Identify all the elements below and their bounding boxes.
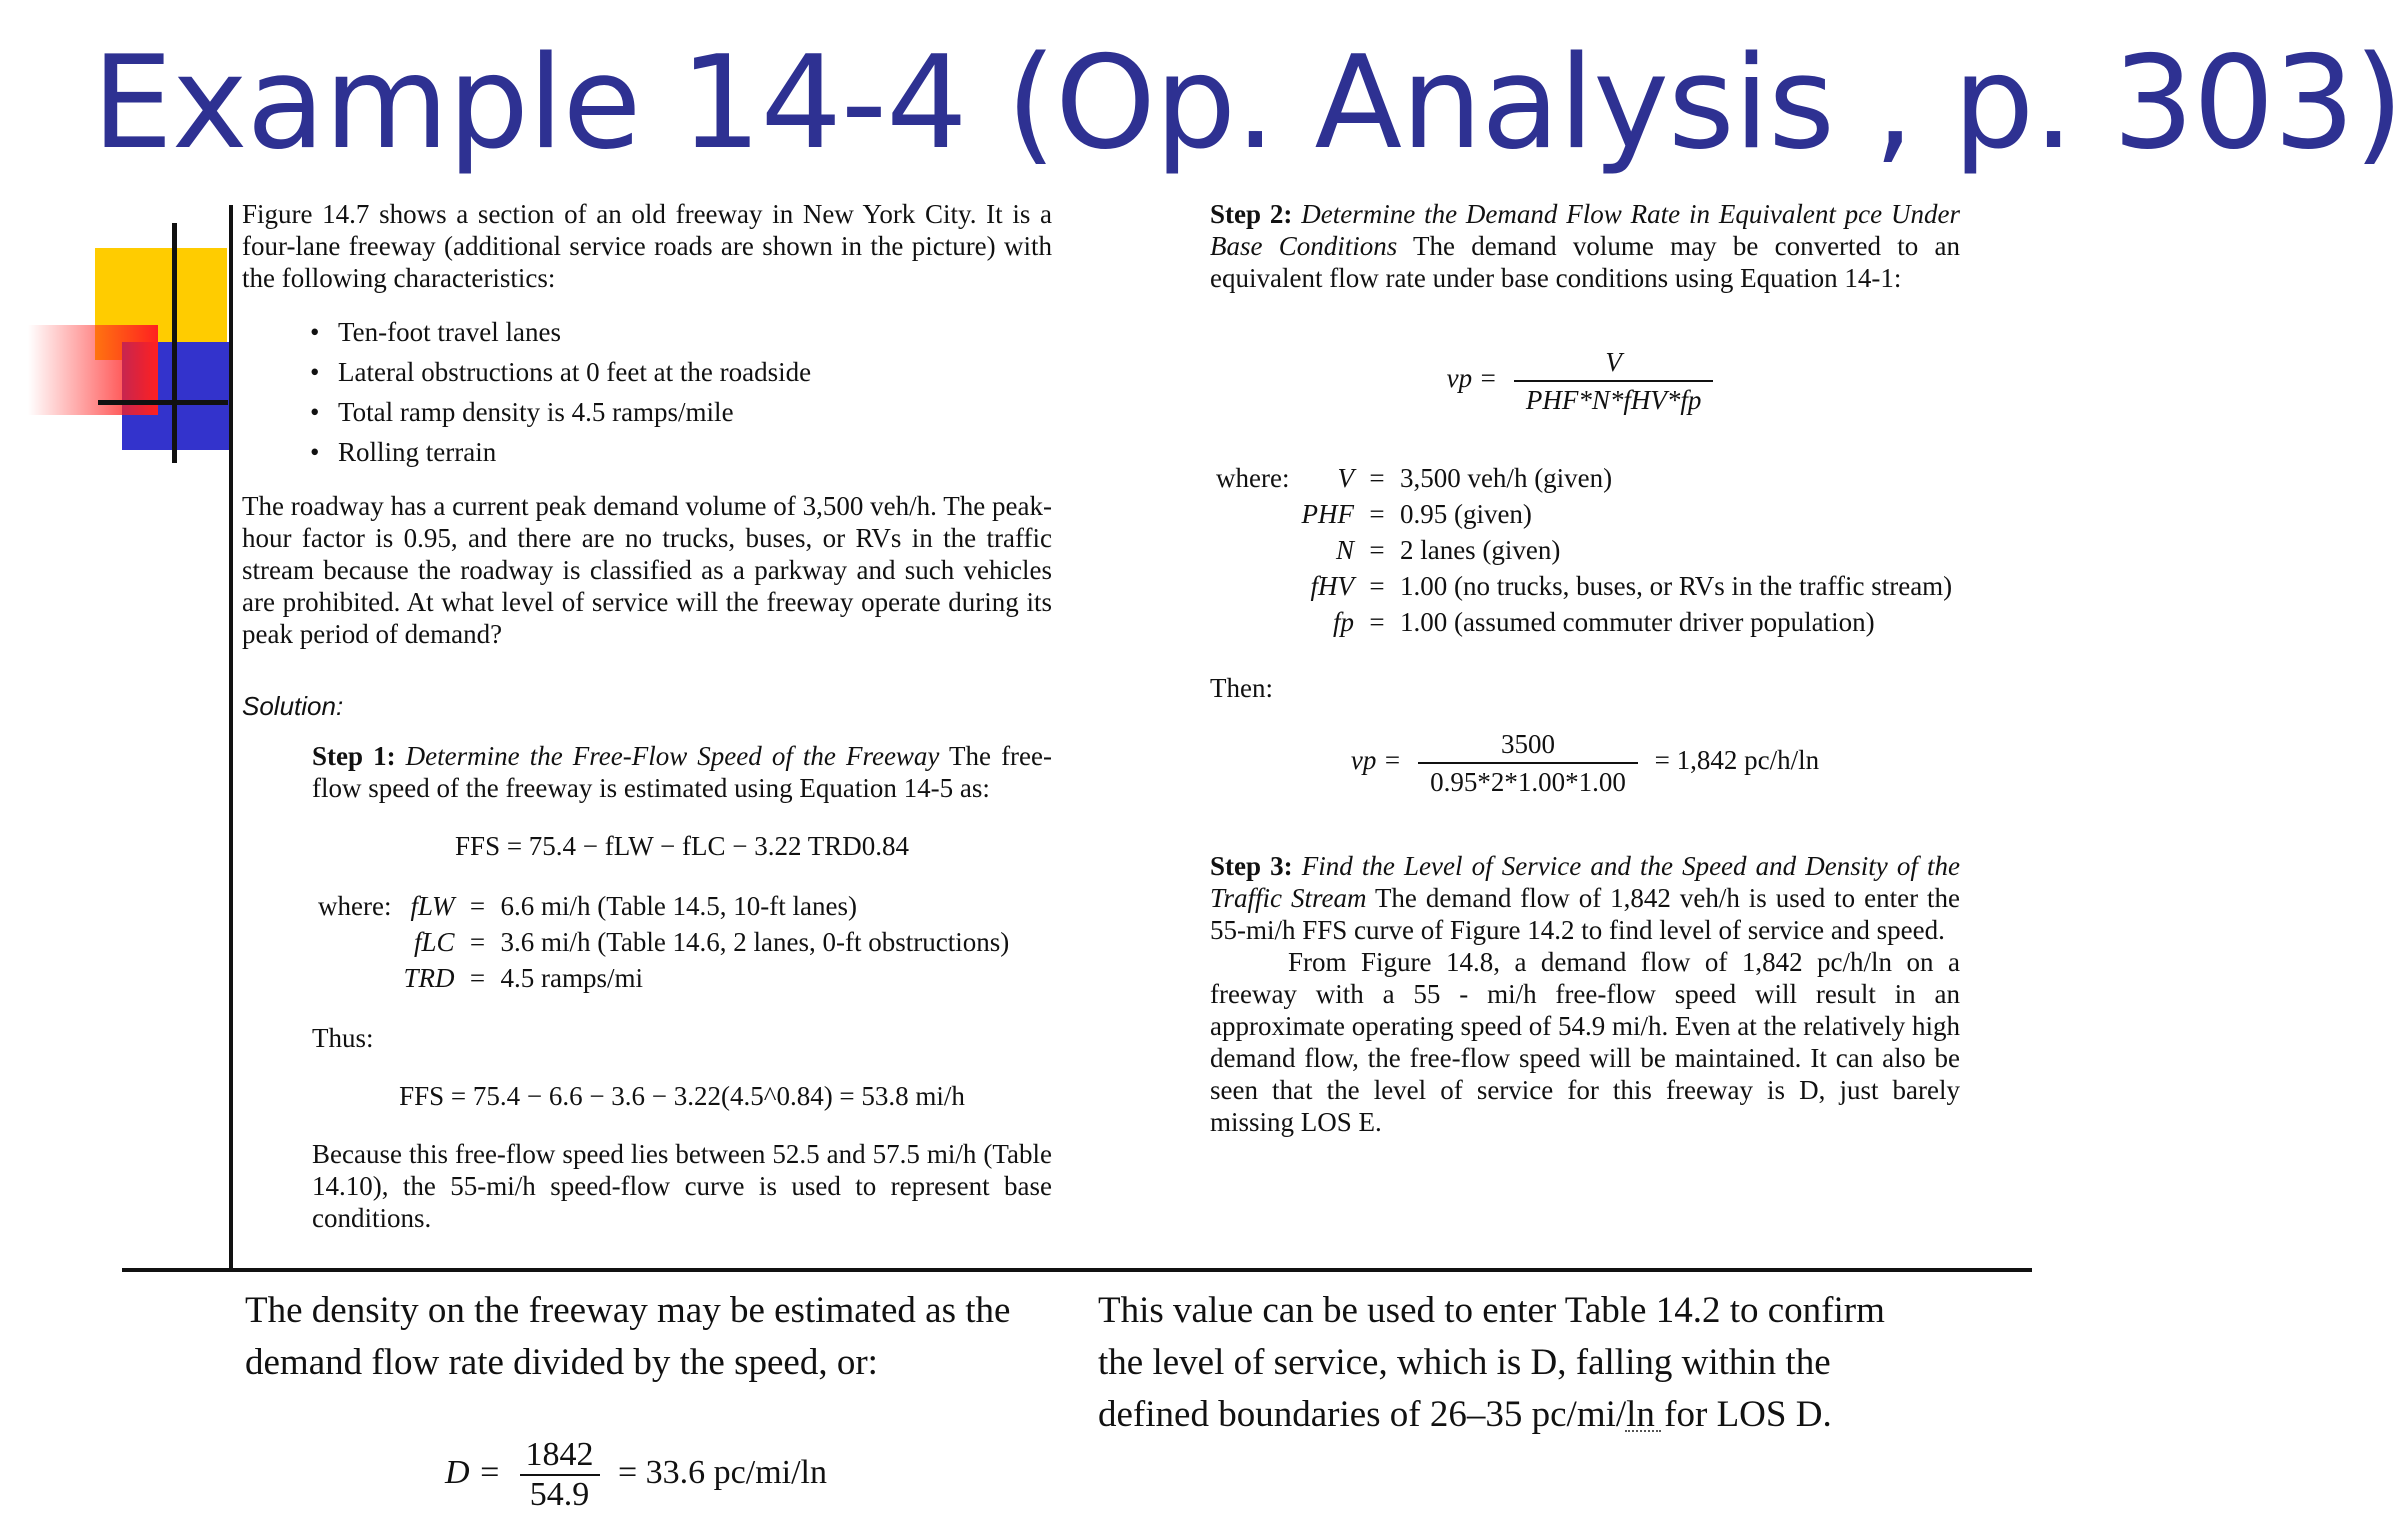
where-value: 1.00 (assumed commuter driver population) [1399,607,1875,637]
eq-fraction [1418,728,1638,798]
los-paragraph: From Figure 14.8, a demand flow of 1,842 pc/h/ln on a freeway with a 55 - mi/h free-flow speed will result in an approximate operating speed of 54.9 mi/h. Even at the relatively high demand flow, the free-flow speed will be maintained. It can also be seen that the level of service for this freeway is D, just barely missing LOS E. [1210,947,1960,1137]
horizontal-divider [122,1268,2032,1272]
step3-label: Step 3: [1210,851,1293,881]
flow-rate-result-equation [1210,728,1960,798]
list-item: • Lateral obstructions at 0 feet at the roadside [310,356,1052,388]
left-text-panel [242,198,1052,1234]
step3-title: Find the Level of Service and the Speed and Density of the Traffic Stream [1210,851,1961,913]
density-equation [445,1436,827,1514]
where-symbol: fp [1332,607,1354,637]
where-value: 6.6 mi/h (Table 14.5, 10-ft lanes) [500,891,858,921]
ffs-conclusion-paragraph: Because this free-flow speed lies between 52.5 and 57.5 mi/h (Table 14.10), the 55-mi/h speed-flow curve is used to represent base conditions. [312,1139,1052,1233]
where-symbol: V [1337,463,1354,493]
eq-denominator: PHF*N*fHV*fp [1525,385,1702,415]
where-symbol: fHV [1310,571,1354,601]
eq-lhs: vp = [1446,363,1498,394]
eq-result: = 1,842 pc/h/ln [1654,745,1820,776]
step1-where-table [312,888,1015,996]
where-value: 3,500 veh/h (given) [1399,463,1613,493]
table-row: where: fLW = 6.6 mi/h (Table 14.5, 10-ft lanes) [312,888,1015,924]
table-row: TRD = 4.5 ramps/mi [312,960,1015,996]
eq-fraction [1514,346,1714,416]
eq-fraction [520,1436,600,1514]
list-item: • Total ramp density is 4.5 ramps/mile [310,396,1052,428]
decorative-squares-graphic [0,0,260,480]
where-label: where: [1216,463,1290,493]
where-symbol: fLW [410,891,455,921]
where-symbol: PHF [1301,499,1354,529]
where-symbol: N [1335,535,1354,565]
table-row: N = 2 lanes (given) [1210,532,1958,568]
list-item: • Rolling terrain [310,436,1052,468]
vertical-divider [229,205,233,1270]
eq-lhs: D = [445,1453,501,1491]
thus-label: Thus: [312,1023,374,1053]
ffs-equation: FFS = 75.4 − fLW − fLC − 3.22 TRD0.84 [455,831,909,861]
step1-block [312,740,1052,862]
table-row: fp = 1.00 (assumed commuter driver population) [1210,604,1958,640]
characteristics-list [310,316,1052,468]
table-row: fLC = 3.6 mi/h (Table 14.6, 2 lanes, 0-ft obstructions) [312,924,1015,960]
eq-result: = 33.6 pc/mi/ln [618,1453,827,1491]
then-label: Then: [1210,673,1273,703]
step1-label: Step 1: [312,741,396,771]
step1-text: The free-flow speed of the freeway is estimated using Equation 14-5 as: [312,741,1053,803]
scan-mark [1625,1430,1661,1438]
where-value: 0.95 (given) [1399,499,1532,529]
table-row: fHV = 1.00 (no trucks, buses, or RVs in the traffic stream) [1210,568,1958,604]
where-symbol: TRD [403,963,455,993]
where-value: 2 lanes (given) [1399,535,1561,565]
eq-denominator: 0.95*2*1.00*1.00 [1430,767,1626,797]
flow-rate-equation [1210,346,1960,416]
right-text-panel [1210,198,1960,1138]
where-value: 3.6 mi/h (Table 14.6, 2 lanes, 0-ft obstructions) [500,927,1010,957]
table-row: where: V = 3,500 veh/h (given) [1210,460,1958,496]
eq-lhs: vp = [1350,745,1402,776]
table-row: PHF = 0.95 (given) [1210,496,1958,532]
ffs-result-equation: FFS = 75.4 − 6.6 − 3.6 − 3.22(4.5^0.84) = 53.8 mi/h [399,1081,965,1111]
slide-title: Example 14-4 (Op. Analysis , p. 303) [92,29,2403,178]
step2-title: Determine the Demand Flow Rate in Equivalent pce Under Base Conditions [1210,199,1961,261]
eq-numerator: 1842 [520,1436,600,1476]
step3-text: The demand flow of 1,842 veh/h is used to enter the 55-mi/h FFS curve of Figure 14.2 to find level of service and speed. [1210,883,1961,945]
problem-paragraph: The roadway has a current peak demand volume of 3,500 veh/h. The peak-hour factor is 0.95, and there are no trucks, buses, or RVs in the traffic stream because the roadway is classified as a parkway and such vehicles are prohibited. At what level of service will the freeway operate during its peak period of demand? [242,491,1052,649]
where-value: 1.00 (no trucks, buses, or RVs in the traffic stream) [1399,571,1953,601]
step1-title: Determine the Free-Flow Speed of the Freeway [405,741,940,771]
step2-where-table [1210,460,1958,640]
intro-paragraph: Figure 14.7 shows a section of an old freeway in New York City. It is a four-lane freeway (additional service roads are shown in the picture) with the following characteristics: [242,199,1052,293]
where-symbol: fLC [413,927,455,957]
where-label: where: [318,891,392,921]
step1-where-block [312,888,1052,1234]
los-confirm-text: This value can be used to enter Table 14.2 to confirm the level of service, which is D, falling within the defined boundaries of 26–35 pc/mi/ln for LOS D. [1098,1290,1885,1435]
list-item: • Ten-foot travel lanes [310,316,1052,348]
density-text: The density on the freeway may be estimated as the demand flow rate divided by the speed, or: [245,1290,1011,1383]
where-value: 4.5 ramps/mi [500,963,643,993]
step2-label: Step 2: [1210,199,1293,229]
step2-text: The demand volume may be converted to an equivalent flow rate under base conditions using Equation 14-1: [1210,231,1960,293]
eq-denominator: 54.9 [529,1476,590,1513]
solution-label: Solution: [242,691,344,721]
eq-numerator: 3500 [1418,728,1638,764]
eq-numerator: V [1514,346,1714,382]
